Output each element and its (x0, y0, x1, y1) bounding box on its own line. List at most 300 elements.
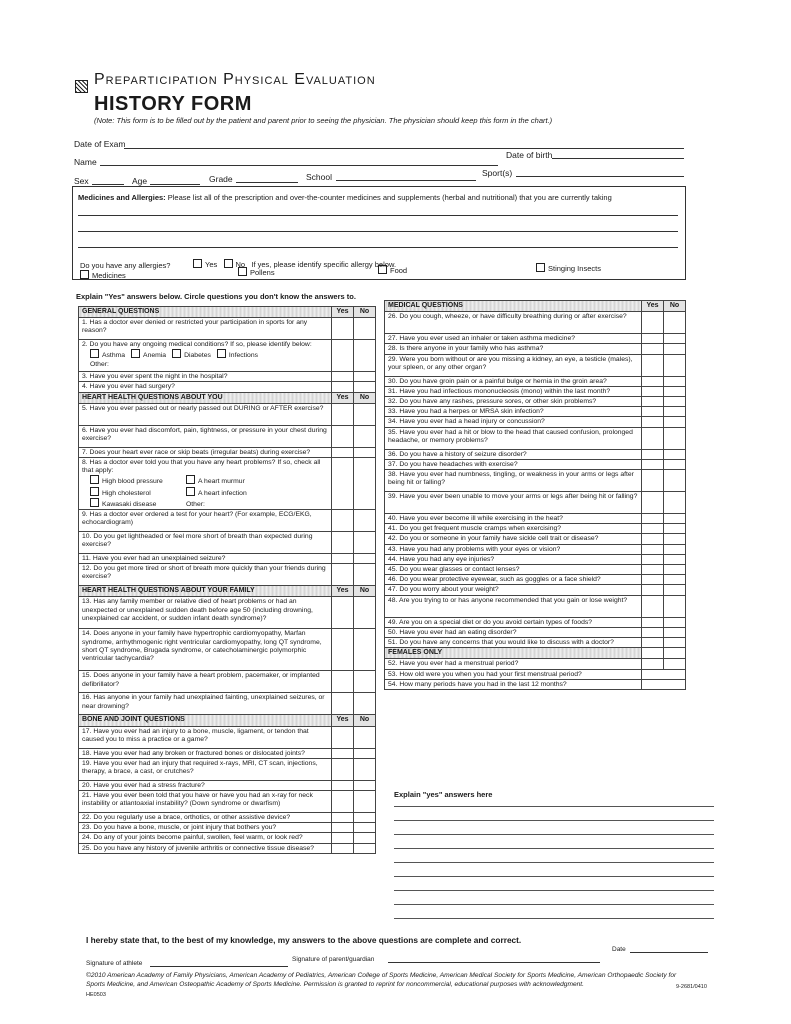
no-cell[interactable] (354, 813, 376, 823)
no-cell[interactable] (354, 780, 376, 790)
heart-murmur-checkbox[interactable] (186, 475, 195, 484)
yes-cell[interactable] (642, 575, 664, 585)
question-text: 15. Does anyone in your family have a heart problem, pacemaker, or implanted defibrillator? (79, 671, 332, 693)
question-text: 31. Have you had infectious mononucleosis (mono) within the last month? (385, 386, 642, 396)
question-row (79, 425, 376, 447)
yes-column-header: Yes (332, 307, 354, 318)
no-cell[interactable] (354, 318, 376, 340)
kawasaki-checkbox[interactable] (90, 498, 99, 507)
question-text: 10. Do you get lightheaded or feel more short of breath than expected during exercise? (79, 532, 332, 554)
general-questions-heading: GENERAL QUESTIONS (79, 307, 332, 318)
no-cell[interactable] (354, 510, 376, 532)
no-cell[interactable] (664, 417, 686, 427)
yes-cell[interactable] (332, 780, 354, 790)
diabetes-checkbox[interactable] (172, 349, 181, 358)
age-field[interactable] (150, 184, 200, 185)
yes-cell[interactable] (642, 459, 664, 469)
allergy-stinging-checkbox[interactable] (536, 263, 545, 272)
high-blood-pressure-label: High blood pressure (102, 478, 163, 486)
section-header-medical (385, 301, 686, 312)
yes-cell[interactable] (332, 372, 354, 382)
allergy-food-option (378, 265, 407, 275)
allergy-question: Do you have any allergies? (80, 261, 171, 270)
question-text: 51. Do you have any concerns that you would like to discuss with a doctor? (385, 638, 642, 648)
explain-line[interactable] (394, 876, 714, 877)
question-row (385, 334, 686, 344)
high-cholesterol-checkbox[interactable] (90, 487, 99, 496)
other-condition-label: Other: (90, 360, 109, 368)
no-cell[interactable] (664, 534, 686, 544)
yes-cell[interactable] (332, 823, 354, 833)
yes-cell[interactable] (642, 534, 664, 544)
explain-instructions: Explain "Yes" answers below. Circle questions you don't know the answers to. (76, 292, 356, 301)
allergy-yes-label: Yes (205, 260, 218, 269)
infections-checkbox[interactable] (217, 349, 226, 358)
question-row (385, 449, 686, 459)
no-column-header: No (354, 715, 376, 726)
medicines-heading: Medicines and Allergies: (78, 193, 166, 202)
question-text: 6. Have you ever had discomfort, pain, tightness, or pressure in your chest during exercise? (79, 425, 332, 447)
question-row (385, 534, 686, 544)
allergy-food-label: Food (390, 266, 408, 275)
question-row (385, 397, 686, 407)
yes-column-header: Yes (642, 301, 664, 312)
question-row (79, 833, 376, 843)
medicines-line-3[interactable] (78, 247, 678, 248)
sex-field[interactable] (92, 184, 124, 185)
question-row (79, 597, 376, 629)
yes-cell[interactable] (332, 748, 354, 758)
medicines-line-2[interactable] (78, 231, 678, 232)
explain-line[interactable] (394, 834, 714, 835)
yes-cell[interactable] (332, 425, 354, 447)
answer-cell[interactable] (642, 669, 686, 679)
question-text: 32. Do you have any rashes, pressure sores, or other skin problems? (385, 397, 642, 407)
question-row (385, 459, 686, 469)
no-cell[interactable] (664, 427, 686, 449)
no-cell[interactable] (354, 382, 376, 392)
no-cell[interactable] (664, 470, 686, 492)
question-text (79, 340, 332, 372)
no-cell[interactable] (664, 544, 686, 554)
yes-cell[interactable] (642, 659, 664, 669)
question-text: 22. Do you regularly use a brace, orthotics, or other assistive device? (79, 813, 332, 823)
yes-cell[interactable] (642, 565, 664, 575)
allergy-pollens-label: Pollens (250, 268, 275, 277)
question-text (79, 458, 332, 510)
question-row (385, 407, 686, 417)
medical-questions-heading: MEDICAL QUESTIONS (385, 301, 642, 312)
no-cell[interactable] (664, 524, 686, 534)
no-cell[interactable] (664, 585, 686, 595)
copyright-notice: ©2010 American Academy of Family Physicians, American Academy of Pediatrics, American College of Sports Medicine, American Medical Society for Sports Medicine, American Orthopaedic Society for Sports Medicine, and American Osteopathic Academy of Sports Medicine. Permission is granted to reprint for noncommercial, educational purposes with acknowledgment. (86, 972, 677, 988)
question-row (79, 340, 376, 372)
anemia-label: Anemia (143, 352, 167, 360)
explain-here-label: Explain "yes" answers here (394, 790, 493, 799)
no-cell[interactable] (354, 597, 376, 629)
yes-cell[interactable] (332, 833, 354, 843)
question-row (385, 417, 686, 427)
question-2-text: 2. Do you have any ongoing medical conditions? If so, please identify below: (82, 341, 312, 349)
question-text: 11. Have you ever had an unexplained seizure? (79, 554, 332, 564)
grade-field[interactable] (236, 182, 298, 183)
question-row (385, 554, 686, 564)
no-cell[interactable] (354, 403, 376, 425)
question-text: 36. Do you have a history of seizure disorder? (385, 449, 642, 459)
high-cholesterol-label: High cholesterol (102, 489, 151, 497)
question-row (79, 382, 376, 392)
question-row (385, 312, 686, 334)
question-row (79, 372, 376, 382)
question-text: 21. Have you ever been told that you have or have you had an x-ray for neck instability or atlantoaxial instability? (Down syndrome or dwarfism) (79, 791, 332, 813)
school-label: School (306, 172, 332, 182)
allergy-stinging-option (536, 263, 601, 273)
no-cell[interactable] (354, 564, 376, 586)
allergy-yes-checkbox[interactable] (193, 259, 202, 268)
question-row (385, 386, 686, 396)
date-of-exam-label: Date of Exam (74, 139, 126, 149)
anemia-checkbox[interactable] (131, 349, 140, 358)
yes-cell[interactable] (642, 386, 664, 396)
no-cell[interactable] (354, 425, 376, 447)
no-cell[interactable] (354, 554, 376, 564)
allergy-stinging-label: Stinging Insects (548, 264, 601, 273)
no-cell[interactable] (354, 833, 376, 843)
age-label: Age (132, 176, 148, 186)
yes-cell[interactable] (642, 595, 664, 617)
no-cell[interactable] (354, 671, 376, 693)
question-text: 20. Have you ever had a stress fracture? (79, 780, 332, 790)
no-cell[interactable] (664, 659, 686, 669)
yes-cell[interactable] (332, 564, 354, 586)
question-text: 24. Do any of your joints become painful, swollen, feel warm, or look red? (79, 833, 332, 843)
heart-infection-label: A heart infection (198, 489, 247, 497)
yes-cell[interactable] (642, 524, 664, 534)
high-blood-pressure-checkbox[interactable] (90, 475, 99, 484)
allergy-food-checkbox[interactable] (378, 265, 387, 274)
question-row (385, 376, 686, 386)
yes-cell[interactable] (332, 758, 354, 780)
asthma-label: Asthma (102, 352, 126, 360)
yes-cell[interactable] (332, 447, 354, 457)
no-cell[interactable] (664, 344, 686, 354)
yes-cell[interactable] (332, 671, 354, 693)
heart-problem-options (82, 475, 329, 509)
question-row (79, 791, 376, 813)
grade-label: Grade (209, 174, 233, 184)
allergy-pollens-checkbox[interactable] (238, 267, 247, 276)
parent-signature-label: Signature of parent/guardian (292, 956, 375, 963)
date-of-birth-field[interactable] (552, 158, 684, 159)
question-row (79, 447, 376, 457)
no-column-blank (664, 648, 686, 659)
name-label: Name (74, 157, 97, 167)
bone-questions-heading: BONE AND JOINT QUESTIONS (79, 715, 332, 726)
yes-cell[interactable] (642, 514, 664, 524)
question-row (79, 823, 376, 833)
question-row (385, 354, 686, 376)
question-row (79, 564, 376, 586)
form-note: (Note: This form is to be filled out by the patient and parent prior to seeing the physician. The physician should keep this form in the chart.) (94, 116, 553, 125)
no-cell[interactable] (664, 575, 686, 585)
left-questions-table (78, 306, 376, 854)
question-row (79, 629, 376, 671)
explain-line[interactable] (394, 862, 714, 863)
medicines-text: Please list all of the prescription and over-the-counter medicines and supplements (herbal and nutritional) that you are currently taking (167, 193, 612, 202)
no-cell[interactable] (664, 638, 686, 648)
question-text: 5. Have you ever passed out or nearly passed out DURING or AFTER exercise? (79, 403, 332, 425)
attestation-statement: I hereby state that, to the best of my knowledge, my answers to the above questions are complete and correct. (86, 935, 522, 945)
no-cell[interactable] (664, 397, 686, 407)
form-code-left: HE0503 (86, 992, 106, 998)
no-cell[interactable] (354, 340, 376, 372)
parent-signature-field[interactable] (388, 962, 600, 963)
question-row (79, 532, 376, 554)
date-label: Date (612, 946, 626, 953)
question-text: 23. Do you have a bone, muscle, or joint injury that bothers you? (79, 823, 332, 833)
explain-line[interactable] (394, 904, 714, 905)
yes-cell[interactable] (332, 629, 354, 671)
question-row (385, 617, 686, 627)
yes-cell[interactable] (332, 693, 354, 715)
no-cell[interactable] (664, 492, 686, 514)
question-row (79, 813, 376, 823)
question-row (79, 693, 376, 715)
no-cell[interactable] (354, 758, 376, 780)
allergy-answer-row (193, 259, 396, 269)
yes-cell[interactable] (642, 492, 664, 514)
yes-cell[interactable] (642, 427, 664, 449)
section-header-family (79, 586, 376, 597)
right-questions-table (384, 300, 686, 690)
medicines-line-1[interactable] (78, 215, 678, 216)
explain-line[interactable] (394, 820, 714, 821)
no-cell[interactable] (664, 627, 686, 637)
other-heart-label: Other: (186, 500, 205, 508)
question-text: 28. Is there anyone in your family who has asthma? (385, 344, 642, 354)
athlete-signature-label: Signature of athlete (86, 960, 143, 967)
yes-cell[interactable] (642, 334, 664, 344)
no-column-header: No (664, 301, 686, 312)
answer-cell[interactable] (642, 679, 686, 689)
yes-cell[interactable] (332, 554, 354, 564)
explain-line[interactable] (394, 918, 714, 919)
date-of-exam-field[interactable] (124, 148, 684, 149)
question-row (385, 470, 686, 492)
question-text: 49. Are you on a special diet or do you avoid certain types of foods? (385, 617, 642, 627)
no-column-header: No (354, 307, 376, 318)
question-row (385, 638, 686, 648)
question-text: 45. Do you wear glasses or contact lenses? (385, 565, 642, 575)
section-header-general (79, 307, 376, 318)
no-cell[interactable] (664, 565, 686, 575)
question-row (385, 344, 686, 354)
yes-cell[interactable] (642, 312, 664, 334)
explain-line[interactable] (394, 848, 714, 849)
question-row (385, 575, 686, 585)
no-cell[interactable] (354, 532, 376, 554)
question-text: 35. Have you ever had a hit or blow to the head that caused confusion, prolonged headache, or memory problems? (385, 427, 642, 449)
question-text: 44. Have you had any eye injuries? (385, 554, 642, 564)
no-cell[interactable] (354, 726, 376, 748)
asthma-checkbox[interactable] (90, 349, 99, 358)
name-field[interactable] (100, 165, 498, 166)
no-cell[interactable] (354, 629, 376, 671)
form-subtitle: HISTORY FORM (94, 93, 252, 115)
no-cell[interactable] (664, 354, 686, 376)
no-cell[interactable] (664, 334, 686, 344)
yes-cell[interactable] (642, 585, 664, 595)
yes-cell[interactable] (642, 407, 664, 417)
no-cell[interactable] (354, 372, 376, 382)
question-text: 1. Has a doctor ever denied or restricted your participation in sports for any reason? (79, 318, 332, 340)
explain-line[interactable] (394, 806, 714, 807)
question-row (79, 458, 376, 510)
no-cell[interactable] (354, 447, 376, 457)
infections-label: Infections (228, 352, 259, 360)
question-text: 25. Do you have any history of juvenile arthritis or connective tissue disease? (79, 843, 332, 853)
yes-cell[interactable] (642, 638, 664, 648)
question-row (79, 726, 376, 748)
diabetes-label: Diabetes (184, 352, 211, 360)
yes-cell[interactable] (332, 791, 354, 813)
sports-label: Sport(s) (482, 168, 513, 178)
athlete-signature-field[interactable] (150, 966, 288, 967)
yes-cell[interactable] (642, 344, 664, 354)
no-cell[interactable] (664, 595, 686, 617)
question-text: 3. Have you ever spent the night in the hospital? (79, 372, 332, 382)
yes-cell[interactable] (332, 813, 354, 823)
form-logo-icon (75, 80, 88, 93)
question-text: 14. Does anyone in your family have hypertrophic cardiomyopathy, Marfan syndrome, arrhythmogenic right ventricular cardiomyopathy, long QT syndrome, short QT syndrome, Brugada syndrome, or catecholaminergic polymorphic ventricular tachycardia? (79, 629, 332, 671)
medicines-instructions (78, 193, 678, 202)
question-text: 30. Do you have groin pain or a painful bulge or hernia in the groin area? (385, 376, 642, 386)
question-8-text: 8. Has a doctor ever told you that you have any heart problems? If so, check all that apply: (82, 459, 321, 475)
question-text: 19. Have you ever had an injury that required x-rays, MRI, CT scan, injections, therapy, a brace, a cast, or crutches? (79, 758, 332, 780)
question-text: 53. How old were you when you had your first menstrual period? (385, 669, 642, 679)
yes-cell[interactable] (642, 617, 664, 627)
no-cell[interactable] (664, 407, 686, 417)
question-text: 13. Has any family member or relative died of heart problems or had an unexpected or unexplained sudden death before age 50 (including drowning, unexplained car accident, or sudden infant death syndrome)? (79, 597, 332, 629)
form-code-right: 9-2681/0410 (676, 984, 707, 990)
yes-cell[interactable] (332, 726, 354, 748)
yes-cell[interactable] (642, 354, 664, 376)
no-column-header: No (354, 586, 376, 597)
yes-cell[interactable] (642, 470, 664, 492)
no-cell[interactable] (664, 312, 686, 334)
question-row (79, 748, 376, 758)
question-row (385, 627, 686, 637)
question-row (385, 595, 686, 617)
family-questions-heading: HEART HEALTH QUESTIONS ABOUT YOUR FAMILY (79, 586, 332, 597)
allergy-medicines-option (80, 270, 126, 280)
no-cell[interactable] (664, 386, 686, 396)
heart-infection-checkbox[interactable] (186, 487, 195, 496)
question-row (385, 565, 686, 575)
section-header-heart (79, 392, 376, 403)
question-text: 18. Have you ever had any broken or fractured bones or dislocated joints? (79, 748, 332, 758)
allergy-medicines-checkbox[interactable] (80, 270, 89, 279)
date-field[interactable] (630, 952, 708, 953)
question-row (79, 780, 376, 790)
yes-cell[interactable] (332, 340, 354, 372)
yes-cell[interactable] (332, 458, 354, 510)
question-text: 17. Have you ever had an injury to a bone, muscle, ligament, or tendon that caused you to miss a practice or a game? (79, 726, 332, 748)
question-row (385, 514, 686, 524)
no-cell[interactable] (664, 449, 686, 459)
yes-cell[interactable] (642, 417, 664, 427)
yes-cell[interactable] (642, 449, 664, 459)
question-row (385, 679, 686, 689)
no-cell[interactable] (354, 748, 376, 758)
yes-column-header: Yes (332, 392, 354, 403)
question-text: 42. Do you or someone in your family have sickle cell trait or disease? (385, 534, 642, 544)
question-row (385, 669, 686, 679)
allergy-no-checkbox[interactable] (224, 259, 233, 268)
yes-cell[interactable] (332, 597, 354, 629)
question-text: 29. Were you born without or are you missing a kidney, an eye, a testicle (males), your spleen, or any other organ? (385, 354, 642, 376)
explain-line[interactable] (394, 890, 714, 891)
yes-cell[interactable] (332, 532, 354, 554)
no-cell[interactable] (664, 459, 686, 469)
no-cell[interactable] (354, 693, 376, 715)
condition-options (82, 349, 329, 368)
question-text: 34. Have you ever had a head injury or concussion? (385, 417, 642, 427)
females-only-heading: FEMALES ONLY (385, 648, 642, 659)
heart-questions-heading: HEART HEALTH QUESTIONS ABOUT YOU (79, 392, 332, 403)
yes-cell[interactable] (332, 843, 354, 853)
question-row (79, 318, 376, 340)
question-row (79, 554, 376, 564)
yes-cell[interactable] (642, 397, 664, 407)
question-text: 43. Have you had any problems with your eyes or vision? (385, 544, 642, 554)
allergy-pollens-option (238, 267, 275, 277)
no-cell[interactable] (354, 823, 376, 833)
no-cell[interactable] (664, 514, 686, 524)
yes-cell[interactable] (642, 627, 664, 637)
yes-cell[interactable] (332, 318, 354, 340)
question-text: 27. Have you ever used an inhaler or taken asthma medicine? (385, 334, 642, 344)
yes-cell[interactable] (642, 544, 664, 554)
yes-cell[interactable] (642, 554, 664, 564)
yes-cell[interactable] (642, 376, 664, 386)
no-cell[interactable] (354, 458, 376, 510)
allergy-no-label: No (235, 260, 246, 269)
no-cell[interactable] (664, 376, 686, 386)
no-cell[interactable] (664, 554, 686, 564)
sports-field[interactable] (516, 176, 684, 177)
question-row (79, 843, 376, 853)
question-row (79, 758, 376, 780)
question-text: 39. Have you ever been unable to move your arms or legs after being hit or falling? (385, 492, 642, 514)
question-row (385, 524, 686, 534)
no-cell[interactable] (354, 791, 376, 813)
question-row (79, 671, 376, 693)
question-text: 33. Have you had a herpes or MRSA skin infection? (385, 407, 642, 417)
question-row (79, 403, 376, 425)
no-cell[interactable] (664, 617, 686, 627)
no-cell[interactable] (354, 843, 376, 853)
yes-cell[interactable] (332, 382, 354, 392)
question-row (385, 659, 686, 669)
yes-cell[interactable] (332, 510, 354, 532)
question-text: 37. Do you have headaches with exercise? (385, 459, 642, 469)
question-text: 41. Do you get frequent muscle cramps when exercising? (385, 524, 642, 534)
question-text: 12. Do you get more tired or short of breath more quickly than your friends during exercise? (79, 564, 332, 586)
yes-cell[interactable] (332, 403, 354, 425)
school-field[interactable] (336, 180, 476, 181)
yes-column-header: Yes (332, 586, 354, 597)
